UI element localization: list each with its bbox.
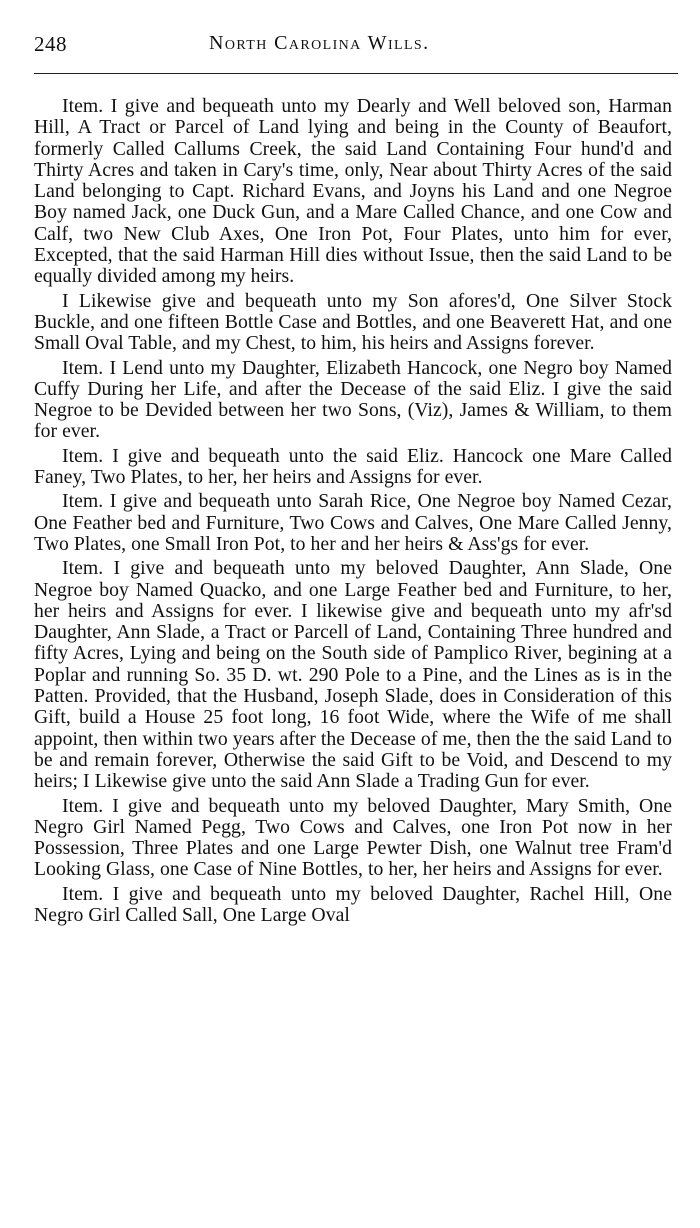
paragraph-rachel-hill: Item. I give and bequeath unto my beloved Daughter, Rachel Hill, One Negro Girl Called Sall, One Large Oval <box>34 882 672 926</box>
paragraph-son-bequest: I Likewise give and bequeath unto my Son afores'd, One Silver Stock Buckle, and one fifteen Bottle Case and Bottles, and one Beaverett Hat, and one Small Oval Table, and my Chest, to him, his heirs and Assigns forever. <box>34 289 672 355</box>
paragraph-ann-slade: Item. I give and bequeath unto my beloved Daughter, Ann Slade, One Negroe boy Named Quacko, and one Large Feather bed and Furniture, to her, her heirs and Assigns for ever. I likewise give and bequeath unto my afr'sd Daughter, Ann Slade, a Tract or Parcell of Land, Containing Three hundred and fifty Acres, Lying and being on the South side of Pamplico River, begining at a Poplar and running So. 35 D. wt. 290 Pole to a Pine, and the Lines as is in the Patten. Provided, that the Husband, Joseph Slade, does in Consideration of this Gift, build a House 25 foot long, 16 foot Wide, where the Wife of me shall appoint, then within two years after the Decease of me, then the the said Land to be and remain forever, Otherwise the said Gift to be Void, and Descend to my heirs; I Likewise give unto the said Ann Slade a Trading Gun for ever. <box>34 557 672 793</box>
header-rule <box>34 73 678 74</box>
paragraph-mary-smith: Item. I give and bequeath unto my beloved Daughter, Mary Smith, One Negro Girl Named Pegg, Two Cows and Calves, one Iron Pot now in her Possession, Three Plates and one Large Pewter Dish, one Walnut tree Fram'd Looking Glass, one Case of Nine Bottles, to her, her heirs and Assigns for ever. <box>34 794 672 881</box>
paragraph-elizabeth-hancock-mare: Item. I give and bequeath unto the said Eliz. Hancock one Mare Called Faney, Two Plates, to her, her heirs and Assigns for ever. <box>34 444 672 489</box>
body-text <box>34 96 672 926</box>
paragraph-harman-hill: Item. I give and bequeath unto my Dearly and Well beloved son, Harman Hill, A Tract or Parcel of Land lying and being in the County of Beaufort, formerly Called Callums Creek, the said Land Containing Four hund'd and Thirty Acres and taken in Cary's time, only, Near about Thirty Acres of the said Land belonging to Capt. Richard Evans, and Joyns his Land and one Negroe Boy named Jack, one Duck Gun, and a Mare Called Chance, and one Cow and Calf, two New Club Axes, One Iron Pot, Four Plates, unto him for ever, Excepted, that the said Harman Hill dies without Issue, then the said Land to be equally divided among my heirs. <box>34 95 672 288</box>
paragraph-elizabeth-hancock-lend: Item. I Lend unto my Daughter, Elizabeth Hancock, one Negro boy Named Cuffy During her Life, and after the Decease of the said Eliz. I give the said Negroe to be Devided between her two Sons, (Viz), James & William, to them for ever. <box>34 356 672 443</box>
page-number: 248 <box>34 32 67 56</box>
running-title: North Carolina Wills. <box>209 32 430 54</box>
paragraph-sarah-rice: Item. I give and bequeath unto Sarah Rice, One Negroe boy Named Cezar, One Feather bed and Furniture, Two Cows and Calves, One Mare Called Jenny, Two Plates, one Small Iron Pot, to her and her heirs & Ass'gs for ever. <box>34 490 672 555</box>
page-header <box>34 32 678 60</box>
